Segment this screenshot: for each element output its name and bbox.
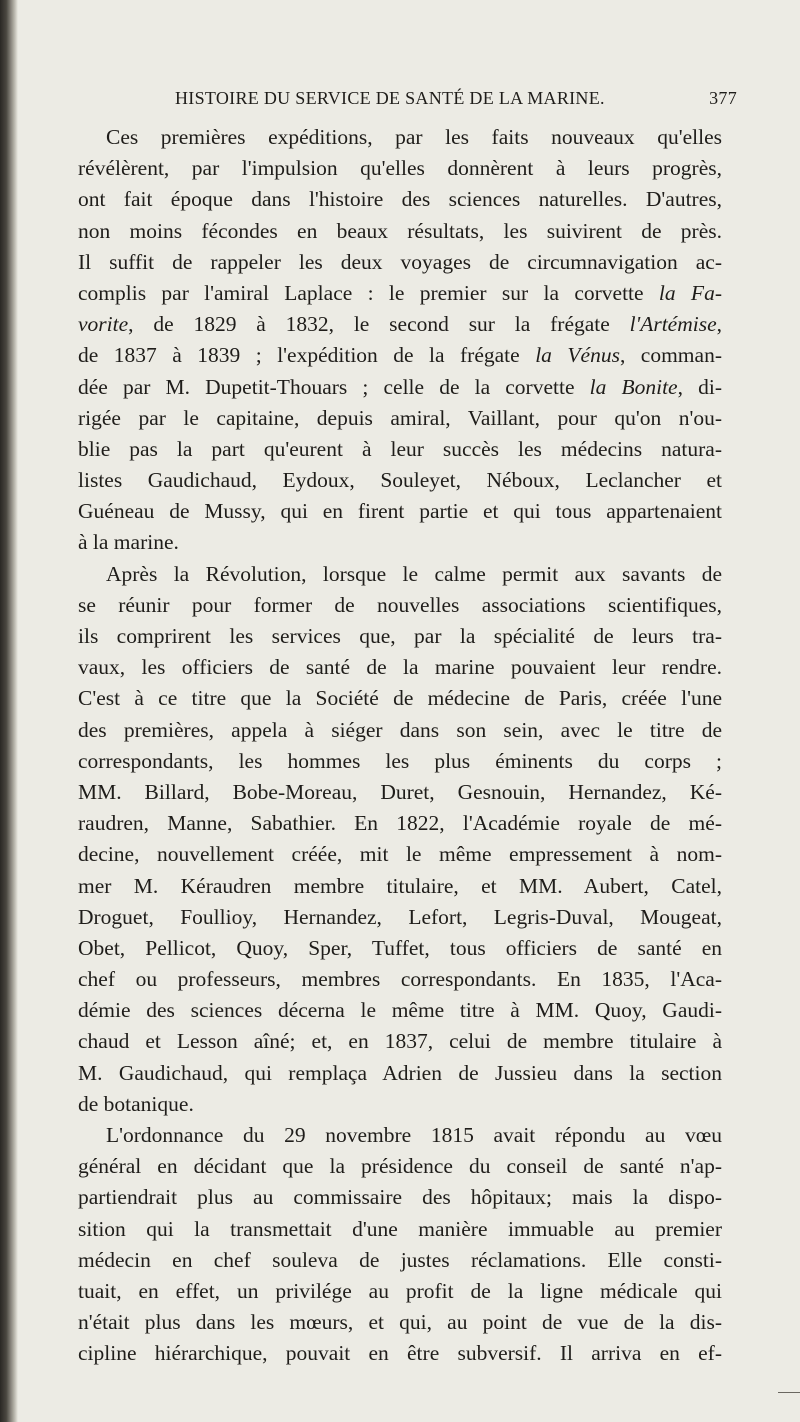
ship-name-italic: la Fa- <box>658 280 722 305</box>
text-line: Il suffit de rappeler les deux voyages de circumnavigation ac- <box>78 249 722 274</box>
text-line: L'ordonnance du 29 novembre 1815 avait répondu au vœu <box>106 1123 722 1147</box>
ship-name-italic: la Vénus <box>535 343 620 368</box>
text-line: vaux, les officiers de santé de la marine pouvaient leur rendre. <box>78 655 722 680</box>
text-line: de botanique. <box>78 1091 194 1116</box>
page-edge-mark <box>778 1392 800 1393</box>
text-line: des premières, appela à siéger dans son sein, avec le titre de <box>78 717 722 742</box>
text-line: Après la Révolution, lorsque le calme permit aux savants de <box>106 561 722 586</box>
ship-name-italic: l'Artémise <box>629 312 717 337</box>
text-line: sition qui la transmettait d'une manière immuable au premier <box>78 1216 722 1241</box>
text-line: Ces premières expéditions, par les faits nouveaux qu'elles <box>106 125 722 149</box>
text-fragment: dée par M. Dupetit-Thouars ; celle de la corvette <box>78 374 590 399</box>
text-line: correspondants, les hommes les plus éminents du corps ; <box>78 748 722 773</box>
text-line <box>78 340 722 371</box>
text-line: chaud et Lesson aîné; et, en 1837, celui de membre titulaire à <box>78 1029 722 1054</box>
text-line <box>78 372 722 403</box>
running-title: HISTOIRE DU SERVICE DE SANTÉ DE LA MARINE. <box>175 88 605 108</box>
text-line: mer M. Kéraudren membre titulaire, et MM. Aubert, Catel, <box>78 873 722 898</box>
text-fragment: , comman- <box>619 343 722 368</box>
ship-name-italic: la Bonite <box>589 374 678 399</box>
text-line <box>78 309 722 340</box>
text-line: ont fait époque dans l'histoire des sciences naturelles. D'autres, <box>78 187 722 212</box>
ship-name-italic: vorite <box>78 312 129 337</box>
text-line: chef ou professeurs, membres correspondants. En 1835, l'Aca- <box>78 967 722 992</box>
text-line: partiendrait plus au commissaire des hôpitaux; mais la dispo- <box>78 1185 722 1210</box>
text-line: général en décidant que la présidence du conseil de santé n'ap- <box>78 1154 722 1179</box>
text-line: ils comprirent les services que, par la spécialité de leurs tra- <box>78 624 722 648</box>
text-line: MM. Billard, Bobe-Moreau, Duret, Gesnouin, Hernandez, Ké- <box>78 779 722 804</box>
text-line: listes Gaudichaud, Eydoux, Souleyet, Néboux, Leclancher et <box>78 468 722 493</box>
text-line: M. Gaudichaud, qui remplaça Adrien de Jussieu dans la section <box>78 1060 722 1085</box>
text-line: raudren, Manne, Sabathier. En 1822, l'Académie royale de mé- <box>78 811 722 836</box>
text-line: C'est à ce titre que la Société de médecine de Paris, créée l'une <box>78 686 722 711</box>
text-line: démie des sciences décerna le même titre à MM. Quoy, Gaudi- <box>78 998 722 1023</box>
text-line: Guéneau de Mussy, qui en firent partie et qui tous appartenaient <box>78 499 722 524</box>
text-line: médecin en chef souleva de justes réclamations. Elle consti- <box>78 1247 722 1272</box>
text-line <box>78 278 722 309</box>
text-line: n'était plus dans les mœurs, et qui, au point de vue de la dis- <box>78 1310 722 1335</box>
text-fragment: de 1837 à 1839 ; l'expédition de la frégate <box>78 343 536 368</box>
text-line: rigée par le capitaine, depuis amiral, Vaillant, pour qu'on n'ou- <box>78 405 722 430</box>
text-line: se réunir pour former de nouvelles associations scientifiques, <box>78 592 722 617</box>
text-line: tuait, en effet, un privilége au profit de la ligne médicale qui <box>78 1278 722 1303</box>
text-line: non moins fécondes en beaux résultats, les suivirent de près. <box>78 218 722 243</box>
text-line: à la marine. <box>78 530 179 555</box>
body-text <box>78 122 722 1370</box>
text-line: Droguet, Foullioy, Hernandez, Lefort, Legris-Duval, Mougeat, <box>78 904 722 929</box>
book-binding-edge <box>0 0 18 1422</box>
text-line: révélèrent, par l'impulsion qu'elles donnèrent à leurs progrès, <box>78 156 722 181</box>
text-fragment: , di- <box>677 374 722 399</box>
text-fragment: , de 1829 à 1832, le second sur la frégate <box>128 312 630 337</box>
text-line: decine, nouvellement créée, mit le même empressement à nom- <box>78 842 722 867</box>
text-line: blie pas la part qu'eurent à leur succès les médecins natura- <box>78 436 722 461</box>
text-line: Obet, Pellicot, Quoy, Sper, Tuffet, tous officiers de santé en <box>78 935 722 960</box>
page-number: 377 <box>709 88 737 108</box>
text-fragment: complis par l'amiral Laplace : le premier sur la corvette <box>78 280 659 305</box>
text-line: cipline hiérarchique, pouvait en être subversif. Il arriva en ef- <box>78 1341 722 1366</box>
text-fragment: , <box>716 312 722 337</box>
